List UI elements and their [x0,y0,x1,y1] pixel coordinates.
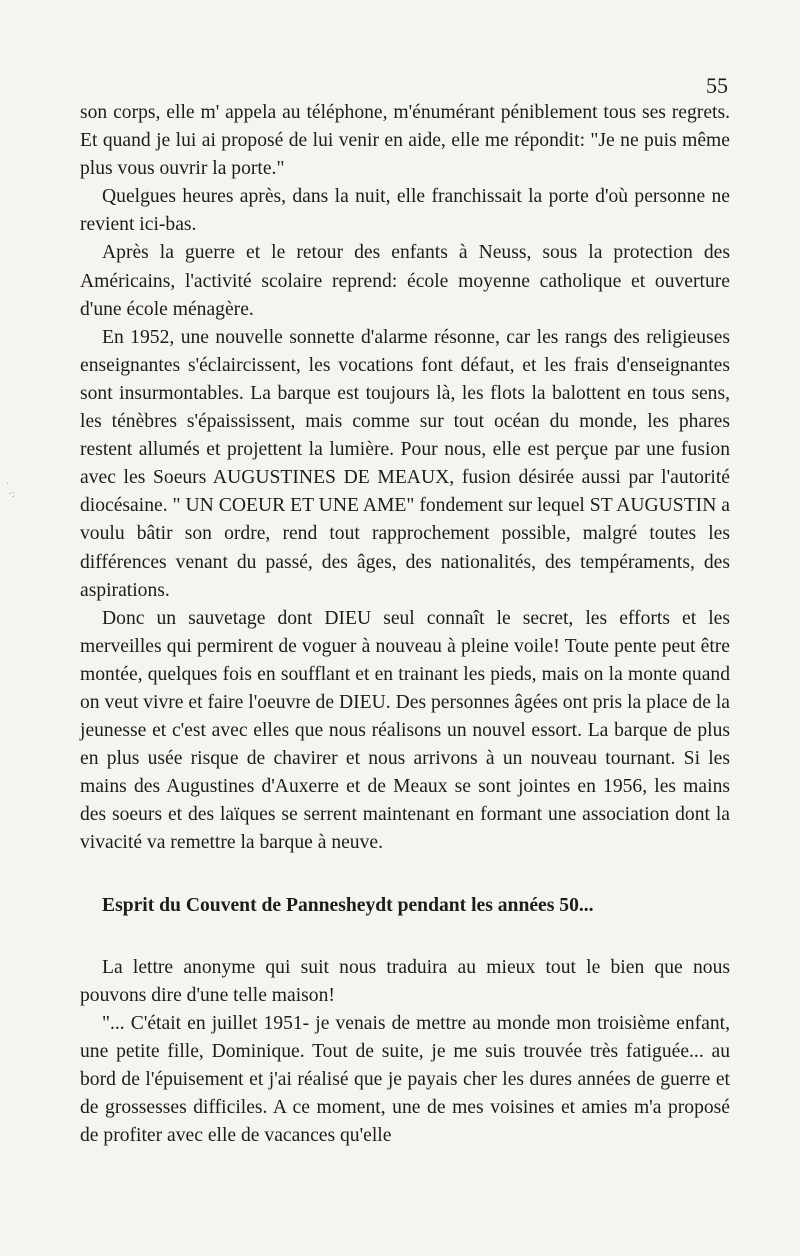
page-number: 55 [706,73,728,98]
margin-speck-decoration: · ·: [6,479,15,500]
paragraph: Après la guerre et le retour des enfants à Neuss, sous la protection des Américains, l'activité scolaire reprend: école moyenne catholique et ouverture d'une école ménagère. [80,242,730,320]
paragraph-continued: son corps, elle m' appela au téléphone, m'énumérant péniblement tous ses regrets. Et quand je lui ai proposé de lui venir en aide, elle me répondit: "Je ne puis même plus vous ouvrir la porte." [80,102,730,180]
section-heading: Esprit du Couvent de Pannesheydt pendant les années 50... [102,894,594,916]
paragraph: "... C'était en juillet 1951- je venais de mettre au monde mon troisième enfant, une petite fille, Dominique. Tout de suite, je me suis trouvée très fatiguée... au bord de l'épuisement et j'ai réalisé que je payais cher les dures années de guerre et de grossesses difficiles. A ce moment, une de mes voisines et amies m'a proposé de profiter avec elle de vacances qu'elle [80,1012,730,1147]
paragraph: La lettre anonyme qui suit nous traduira au mieux tout le bien que nous pouvons dire d'une telle maison! [80,956,730,1006]
paragraph: En 1952, une nouvelle sonnette d'alarme résonne, car les rangs des religieuses enseignantes s'éclaircissent, les vocations font défaut, et les frais d'enseignantes sont insurmontables. La barque est toujours là, les flots la balottent en tous sens, les ténèbres s'épaississent, mais comme sur tout océan du monde, les phares restent allumés et projettent la lumière. Pour nous, elle est perçue par une fusion avec les Soeurs AUGUSTINES DE MEAUX, fusion désirée aussi par l'autorité diocésaine. " UN COEUR ET UNE AME" fondement sur lequel ST AUGUSTIN a voulu bâtir son ordre, rend tout rapprochement possible, malgré toutes les différences venant du passé, des âges, des nationalités, des tempéraments, des aspirations. [80,326,730,601]
paragraph: Quelgues heures après, dans la nuit, elle franchissait la porte d'où personne ne revient ici-bas. [80,186,730,236]
paragraph: Donc un sauvetage dont DIEU seul connaît le secret, les efforts et les merveilles qui permirent de voguer à nouveau à pleine voile! Toute pente peut être montée, quelques fois en soufflant et en trainant les pieds, mais on la monte quand on veut vivre et faire l'oeuvre de DIEU. Des personnes âgées ont pris la place de la jeunesse et c'est avec elles que nous réalisons un nouvel essort. La barque de plus en plus usée risque de chavirer et nous arrivons à un nouveau tournant. Si les mains des Augustines d'Auxerre et de Meaux se sont jointes en 1956, les mains des soeurs et des laïques se serrent maintenant en formant une association dont la vivacité va remettre la barque à neuve. [80,607,730,854]
body-text [80,99,730,1150]
